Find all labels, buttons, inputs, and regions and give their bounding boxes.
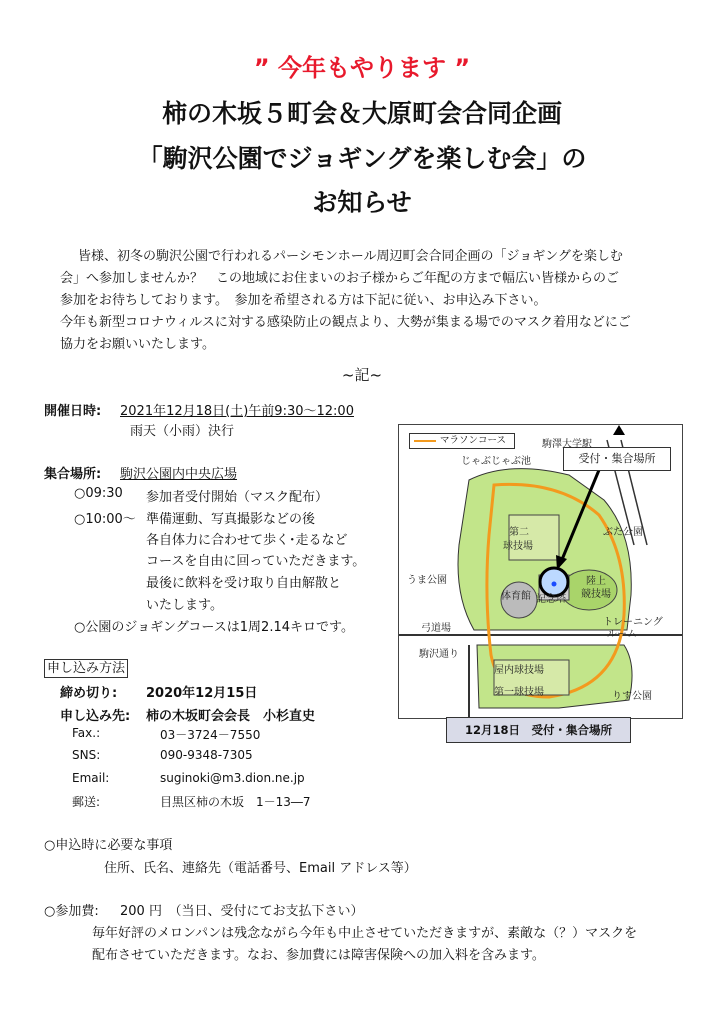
map-label-kinentou: 記念塔 — [536, 594, 566, 605]
required-items: 住所、氏名、連絡先（電話番号、Email アドレス等） — [104, 861, 417, 876]
intro-line-1: 皆様、初冬の駒沢公園で行われるパーシモンホール周辺町会合同企画の「ジョギングを楽しむ — [78, 249, 623, 264]
sns-value: 090-9348-7305 — [160, 748, 253, 762]
map-label-univ: 駒澤大学駅 — [542, 439, 592, 450]
post-label: 郵送: — [72, 795, 101, 809]
map-label-okunai: 屋内球技場 — [494, 665, 544, 676]
schedule-2-line-1: 準備運動、写真撮影などの後 — [146, 512, 316, 527]
title-line-3: お知らせ — [312, 188, 412, 217]
map-caption: 12月18日 受付・集合場所 — [446, 717, 631, 743]
map-legend — [409, 433, 515, 449]
map-label-yumi: 弓道場 — [421, 623, 451, 634]
map-label-dai1: 第一球技場 — [494, 687, 544, 698]
schedule-2-line-2: 各自体力に合わせて歩く･走るなど — [146, 533, 348, 548]
schedule-2-line-3: コースを自由に回っていただきます。 — [146, 554, 366, 569]
map-label-training2: ルーム — [607, 629, 637, 640]
email-value[interactable]: suginoki@m3.dion.ne.jp — [160, 771, 305, 785]
intro-line-2: 会」へ参加しませんか？ この地域にお住まいのお子様からご年配の方まで幅広い皆様からのご — [60, 271, 620, 286]
reception-callout: 受付・集合場所 — [563, 447, 671, 471]
rain-note: 雨天（小雨）決行 — [130, 424, 235, 439]
schedule-1-time: ○09:30 — [74, 486, 123, 501]
deadline-value: 2020年12月15日 — [146, 686, 258, 701]
fee-label: ○参加費: — [44, 904, 99, 919]
course-note: ○公園のジョギングコースは1周2.14キロです。 — [74, 620, 354, 635]
title-line-2: 「駒沢公園でジョギングを楽しむ会」の — [137, 144, 587, 173]
apply-heading: 申し込み方法 — [44, 659, 128, 678]
post-value: 目黒区柿の木坂 1－13―7 — [160, 795, 311, 809]
map-label-komazawa: 駒沢通り — [419, 649, 459, 660]
place-value: 駒沢公園内中央広場 — [120, 467, 238, 482]
map-label-jabu: じゃぶじゃぶ池 — [461, 456, 531, 467]
schedule-1-text: 参加者受付開始（マスク配布） — [146, 490, 329, 505]
date-label: 開催日時: — [44, 404, 102, 419]
map-label-dai2b: 球技場 — [503, 541, 533, 552]
map-label-rikujo2: 競技場 — [581, 589, 611, 600]
fee-note-2: 配布させていただきます。なお、参加費には障害保険への加入料を含みます。 — [92, 948, 545, 963]
deadline-label: 締め切り: — [60, 686, 118, 701]
map-label-taiikukan: 体育館 — [501, 591, 531, 602]
map-label-rikujo: 陸上 — [586, 576, 606, 587]
apply-to-label: 申し込み先: — [60, 709, 131, 724]
intro-line-5: 協力をお願いいたします。 — [60, 337, 215, 352]
sns-label: SNS: — [72, 748, 101, 762]
email-label: Email: — [72, 771, 110, 785]
schedule-2-line-5: いたします。 — [146, 598, 223, 613]
intro-line-3: 参加をお待ちしております。 参加を希望される方は下記に従い、お申込み下さい。 — [60, 293, 547, 308]
required-heading: ○申込時に必要な事項 — [44, 838, 173, 853]
schedule-2-line-4: 最後に飲料を受け取り自由解散と — [146, 576, 342, 591]
fee-note-1: 毎年好評のメロンパンは残念ながら今年も中止させていただきますが、素敵な（？）マスクを — [92, 926, 638, 941]
intro-line-4: 今年も新型コロナウィルスに対する感染防止の観点より、大勢が集まる場でのマスク着用などにご — [60, 315, 631, 330]
park-map — [398, 424, 683, 719]
fax-value: 03－3724－7550 — [160, 728, 261, 742]
fee-value: 200 円 （当日、受付にてお支払下さい） — [120, 904, 364, 919]
ki-heading: ~記~ — [341, 366, 383, 384]
tagline: ” 今年もやります ” — [253, 54, 471, 82]
map-label-buta: ぶた公園 — [603, 527, 643, 538]
date-value: 2021年12月18日(土)午前9:30～12:00 — [120, 404, 354, 419]
title-line-1: 柿の木坂５町会＆大原町会合同企画 — [161, 99, 562, 128]
schedule-2-time: ○10:00～ — [74, 512, 136, 527]
map-label-dai2: 第二 — [509, 527, 529, 538]
place-label: 集合場所: — [44, 467, 102, 482]
map-label-uma: うま公園 — [407, 575, 447, 586]
legend-swatch — [414, 440, 436, 442]
fax-label: Fax.: — [72, 726, 101, 740]
apply-to-value: 柿の木坂町会会長 小杉直史 — [146, 709, 316, 724]
map-label-risu: りす公園 — [612, 691, 652, 702]
map-label-training: トレーニング — [603, 617, 663, 628]
legend-label: マラソンコース — [440, 435, 507, 446]
